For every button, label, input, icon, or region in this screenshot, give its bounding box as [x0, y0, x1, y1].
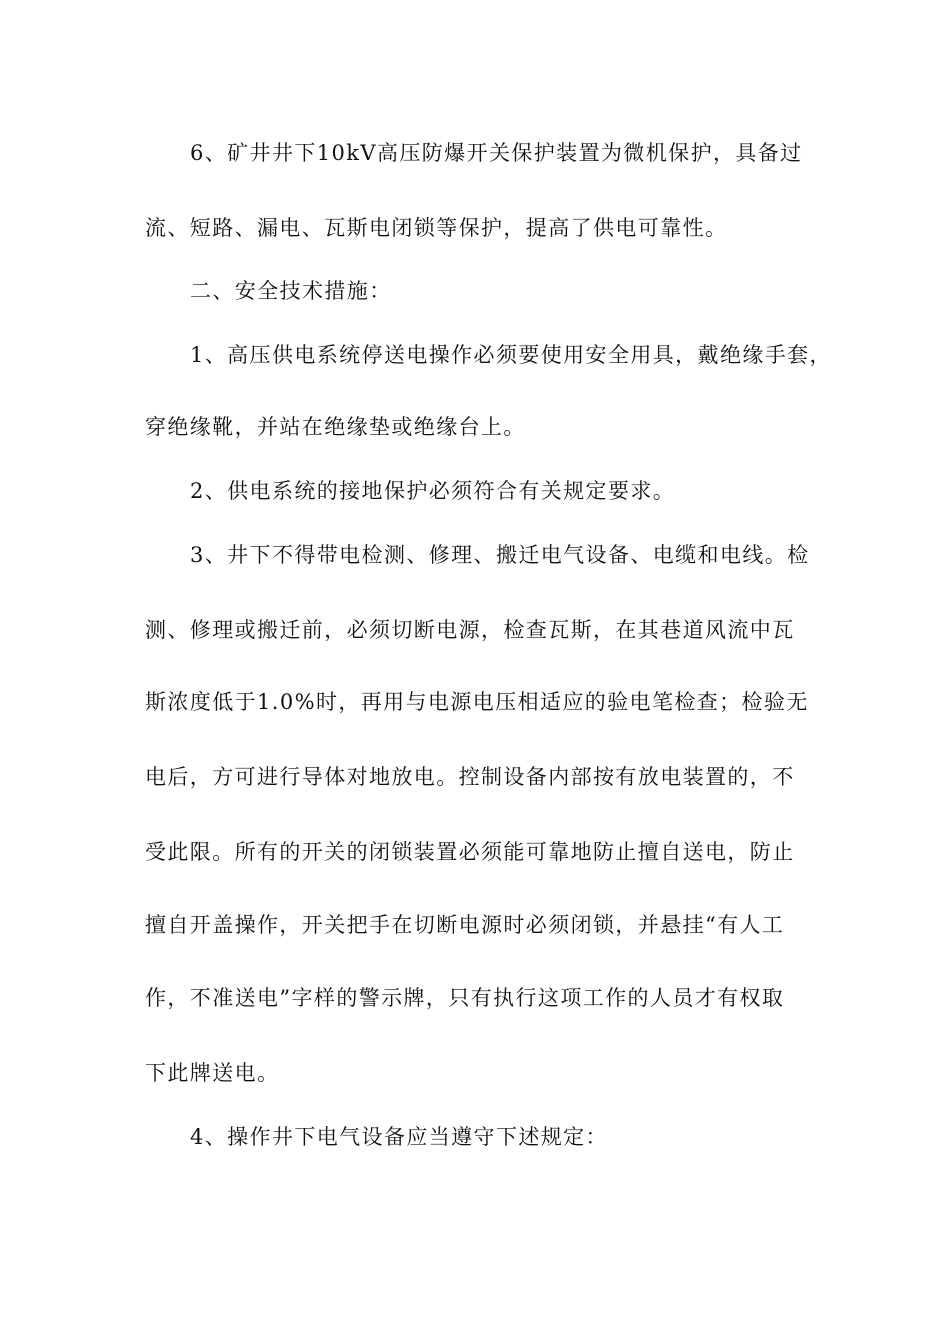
paragraph-6-line-1: 6、矿井井下10kV高压防爆开关保护装置为微机保护，具备过	[190, 141, 803, 165]
item-3-line-1: 3、井下不得带电检测、修理、搬迁电气设备、电缆和电线。检	[190, 543, 810, 567]
item-4-line-1: 4、操作井下电气设备应当遵守下述规定：	[190, 1125, 608, 1149]
item-3-line-2: 测、修理或搬迁前，必须切断电源，检查瓦斯，在其巷道风流中瓦	[145, 618, 795, 642]
item-3-line-8: 下此牌送电。	[145, 1061, 280, 1085]
paragraph-6-line-2: 流、短路、漏电、瓦斯电闭锁等保护，提高了供电可靠性。	[145, 216, 728, 240]
section-heading-safety-measures: 二、安全技术措施：	[190, 279, 392, 303]
item-3-line-7: 作，不准送电”字样的警示牌，只有执行这项工作的人员才有权取	[145, 986, 785, 1010]
item-3-line-6: 擅自开盖操作，开关把手在切断电源时必须闭锁，并悬挂“有人工	[145, 913, 785, 937]
item-3-line-3: 斯浓度低于1.0%时，再用与电源电压相适应的验电笔检查；检验无	[145, 690, 809, 714]
item-1-line-1: 1、高压供电系统停送电操作必须要使用安全用具，戴绝缘手套，	[190, 343, 832, 367]
item-2-line-1: 2、供电系统的接地保护必须符合有关规定要求。	[190, 479, 676, 503]
item-1-line-2: 穿绝缘靴，并站在绝缘垫或绝缘台上。	[145, 415, 526, 439]
item-3-line-4: 电后，方可进行导体对地放电。控制设备内部按有放电装置的，不	[145, 765, 795, 789]
item-3-line-5: 受此限。所有的开关的闭锁装置必须能可靠地防止擅自送电，防止	[145, 840, 795, 864]
